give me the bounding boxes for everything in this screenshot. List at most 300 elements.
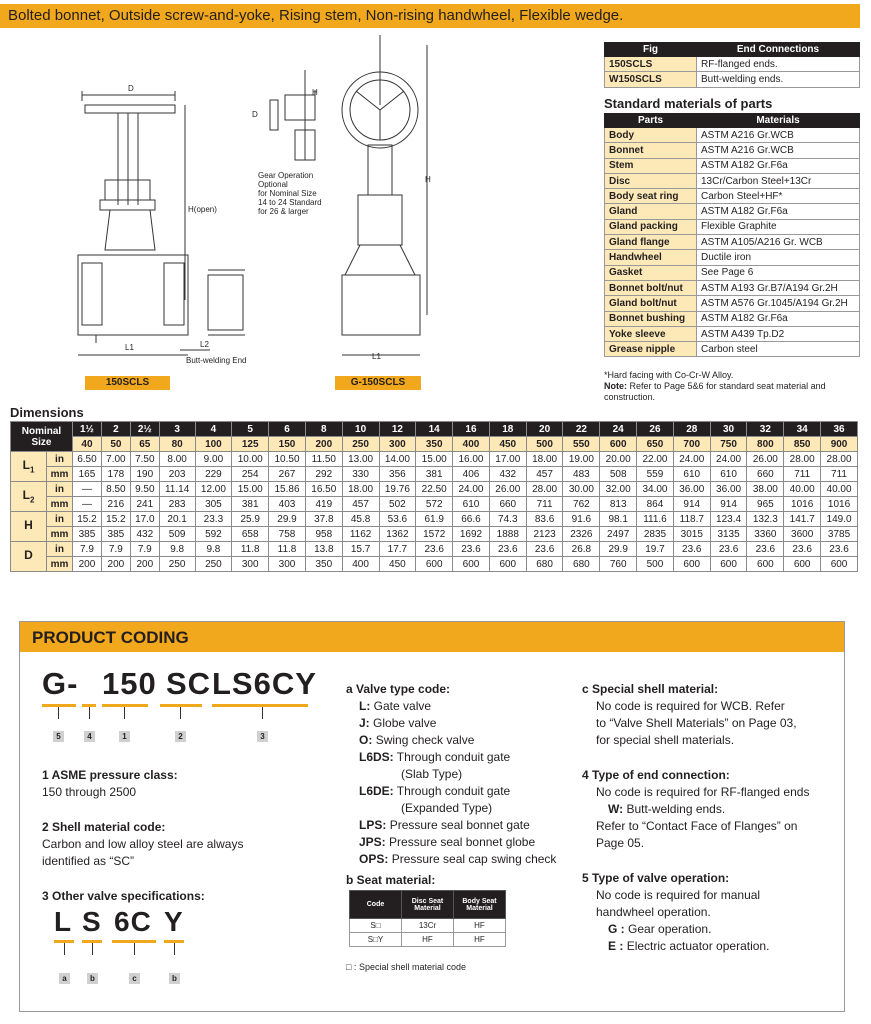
size-mm: 300 — [379, 437, 416, 452]
dim-value-mm: 381 — [416, 467, 453, 482]
nominal-size-label: Nominal Size — [11, 422, 73, 452]
dim-value-mm: 592 — [195, 527, 232, 542]
dim-value-in: 9.50 — [130, 482, 159, 497]
dim-value-mm: 241 — [130, 497, 159, 512]
material-cell: See Page 6 — [697, 265, 860, 280]
dim-value-in: 7.9 — [101, 542, 130, 557]
size-in: 18 — [489, 422, 526, 437]
gear-note-line: for 26 & larger — [258, 207, 309, 216]
dim-value-mm: 762 — [563, 497, 600, 512]
dim-value-mm: 3015 — [673, 527, 710, 542]
dim-value-mm: 406 — [453, 467, 490, 482]
seat-code: S□ — [350, 919, 402, 933]
material-row — [605, 250, 860, 265]
s5-e: E : — [608, 939, 624, 953]
col-header: Code — [350, 891, 402, 919]
dim-value-mm: 711 — [784, 467, 821, 482]
dim-value-mm: 216 — [101, 497, 130, 512]
dim-value-in: 12.00 — [195, 482, 232, 497]
part-cell: Gasket — [605, 265, 697, 280]
dim-value-in: 37.8 — [305, 512, 342, 527]
dim-value-in: 17.7 — [379, 542, 416, 557]
material-cell: ASTM A216 Gr.WCB — [697, 143, 860, 158]
dim-value-in: 7.9 — [130, 542, 159, 557]
dim-value-mm: 203 — [159, 467, 195, 482]
dim-value-in: 98.1 — [600, 512, 637, 527]
c-text: No code is required for WCB. Refer — [596, 699, 785, 713]
seat-note — [604, 381, 866, 403]
valve-desc: Pressure seal bonnet globe — [389, 835, 536, 849]
s4-text2: Refer to “Contact Face of Flanges” on — [596, 819, 798, 833]
part-cell: Bonnet bushing — [605, 311, 697, 326]
dim-row-in — [11, 512, 858, 527]
s2-title: 2 Shell material code: — [42, 820, 166, 834]
size-in-row — [11, 422, 858, 437]
dim-symbol — [11, 452, 47, 482]
spec-part-6c: 6C — [114, 906, 152, 937]
size-in: 1½ — [73, 422, 102, 437]
dim-value-in: 23.6 — [710, 542, 747, 557]
dim-value-in: 24.00 — [673, 452, 710, 467]
dim-value-mm: 356 — [379, 467, 416, 482]
tick — [64, 943, 65, 955]
dim-value-mm: 610 — [710, 467, 747, 482]
dim-value-mm: 385 — [101, 527, 130, 542]
dim-value-in: 19.00 — [563, 452, 600, 467]
material-row — [605, 189, 860, 204]
material-cell: ASTM A182 Gr.F6a — [697, 204, 860, 219]
dim-value-mm: 914 — [673, 497, 710, 512]
dim-value-in: 32.00 — [600, 482, 637, 497]
dim-value-mm: 403 — [269, 497, 306, 512]
material-row — [605, 173, 860, 188]
dim-value-mm: 680 — [563, 557, 600, 572]
material-row — [605, 204, 860, 219]
dim-value-in: 40.00 — [784, 482, 821, 497]
underline-5 — [42, 704, 76, 707]
size-in: 30 — [710, 422, 747, 437]
s5-text: handwheel operation. — [596, 905, 711, 919]
col-header: Materials — [697, 114, 860, 128]
part-cell: Grease nipple — [605, 342, 697, 357]
size-mm: 400 — [453, 437, 490, 452]
material-cell: ASTM A439 Tp.D2 — [697, 326, 860, 341]
dim-value-mm: 292 — [305, 467, 342, 482]
seat-note: □ : Special shell material code — [346, 962, 466, 972]
dim-value-mm: 330 — [342, 467, 379, 482]
unit-mm: mm — [47, 497, 73, 512]
dim-value-in: 6.50 — [73, 452, 102, 467]
unit-mm: mm — [47, 467, 73, 482]
dim-value-mm: 758 — [269, 527, 306, 542]
part-cell: Body — [605, 128, 697, 143]
tick — [124, 707, 125, 719]
dim-value-in: 28.00 — [526, 482, 563, 497]
end-cell: RF-flanged ends. — [697, 57, 860, 72]
gear-valve-drawing — [342, 35, 427, 355]
material-cell: Ductile iron — [697, 250, 860, 265]
dim-value-mm: 190 — [130, 467, 159, 482]
material-row — [605, 296, 860, 311]
dim-value-mm: 229 — [195, 467, 232, 482]
disc-seat: 13Cr — [402, 919, 454, 933]
mid-d-label: D — [252, 110, 258, 119]
dim-value-in: 16.50 — [305, 482, 342, 497]
sym-letter: H — [24, 518, 33, 533]
material-row — [605, 265, 860, 280]
size-mm: 900 — [821, 437, 858, 452]
part-cell: Bonnet bolt/nut — [605, 280, 697, 295]
code-part-class: 150 — [102, 666, 157, 701]
valve-code: LPS: — [359, 818, 387, 832]
spec-letter: c — [129, 973, 140, 984]
dim-value-mm: 711 — [526, 497, 563, 512]
valve-type-item — [359, 834, 556, 851]
end-connections-table — [604, 42, 860, 88]
underline-1 — [102, 704, 148, 707]
note-text: Refer to Page 5&6 for standard seat material and construction. — [604, 381, 826, 402]
dim-value-in: 22.50 — [416, 482, 453, 497]
dim-value-in: 61.9 — [416, 512, 453, 527]
s5-g: G : — [608, 922, 625, 936]
size-in: 12 — [379, 422, 416, 437]
section-c — [582, 681, 797, 749]
dim-value-in: 29.9 — [269, 512, 306, 527]
material-cell: ASTM A105/A216 Gr. WCB — [697, 235, 860, 250]
size-mm: 50 — [101, 437, 130, 452]
dim-value-mm: 200 — [101, 557, 130, 572]
size-mm: 550 — [563, 437, 600, 452]
dim-value-in: 24.00 — [710, 452, 747, 467]
s3-title: 3 Other valve specifications: — [42, 889, 205, 903]
dim-value-in: 23.6 — [821, 542, 858, 557]
body-seat: HF — [454, 919, 506, 933]
valve-type-list — [359, 698, 556, 868]
left-h-label: H(open) — [188, 205, 217, 214]
dim-row-in — [11, 482, 858, 497]
part-cell: Gland — [605, 204, 697, 219]
s1-title: 1 ASME pressure class: — [42, 768, 178, 782]
dim-value-mm: 400 — [342, 557, 379, 572]
valve-type-item — [359, 732, 556, 749]
dim-value-in: 36.00 — [673, 482, 710, 497]
section-a-title — [346, 681, 450, 698]
spec-part-l: L — [54, 906, 73, 937]
dim-value-in: 15.2 — [73, 512, 102, 527]
dim-value-in: — — [73, 482, 102, 497]
right-h-label: H — [425, 175, 431, 184]
tick — [180, 707, 181, 719]
dim-value-in: 111.6 — [637, 512, 674, 527]
dim-value-in: 29.9 — [600, 542, 637, 557]
dim-value-in: 11.14 — [159, 482, 195, 497]
s1-text: 150 through 2500 — [42, 785, 137, 799]
sym-letter: L — [22, 458, 30, 473]
dim-value-in: 10.00 — [232, 452, 269, 467]
dim-value-in: 15.00 — [416, 452, 453, 467]
valve-code: L6DS: — [359, 750, 394, 764]
c-text: for special shell materials. — [596, 733, 735, 747]
unit-mm: mm — [47, 527, 73, 542]
material-cell: Carbon Steel+HF* — [697, 189, 860, 204]
dim-value-in: 38.00 — [747, 482, 784, 497]
part-cell: Gland packing — [605, 219, 697, 234]
dim-value-mm: 1362 — [379, 527, 416, 542]
dim-value-mm: 2326 — [563, 527, 600, 542]
s5-title: 5 Type of valve operation: — [582, 871, 730, 885]
dim-value-in: 9.8 — [159, 542, 195, 557]
dim-value-in: 8.00 — [159, 452, 195, 467]
dim-value-in: 45.8 — [342, 512, 379, 527]
dim-value-mm: 914 — [710, 497, 747, 512]
section-b-title — [346, 872, 435, 889]
dim-value-mm: 509 — [159, 527, 195, 542]
valve-desc: Swing check valve — [375, 733, 475, 747]
dimensions-table — [10, 421, 858, 572]
material-cell: ASTM A193 Gr.B7/A194 Gr.2H — [697, 280, 860, 295]
code-part-g: G- — [42, 666, 79, 701]
section-5 — [582, 870, 769, 955]
size-in: 20 — [526, 422, 563, 437]
dim-value-mm: 457 — [526, 467, 563, 482]
dim-value-mm: 559 — [637, 467, 674, 482]
valve-code: L6DE: — [359, 784, 394, 798]
material-cell: ASTM A182 Gr.F6a — [697, 311, 860, 326]
dim-value-mm: 200 — [130, 557, 159, 572]
valve-type-item — [359, 800, 556, 817]
material-row — [605, 342, 860, 357]
unit-in: in — [47, 482, 73, 497]
dim-row-mm — [11, 467, 858, 482]
product-coding-box — [19, 621, 845, 1012]
size-in: 3 — [159, 422, 195, 437]
gear-operator-drawing — [270, 70, 315, 160]
dim-value-in: 13.00 — [342, 452, 379, 467]
size-mm: 650 — [637, 437, 674, 452]
size-mm: 800 — [747, 437, 784, 452]
material-cell: ASTM A182 Gr.F6a — [697, 158, 860, 173]
section-2 — [42, 819, 243, 870]
size-mm: 700 — [673, 437, 710, 452]
dim-value-mm: 283 — [159, 497, 195, 512]
dim-row-mm — [11, 497, 858, 512]
sym-letter: L — [22, 488, 30, 503]
part-cell: Bonnet — [605, 143, 697, 158]
spec-part-y: Y — [164, 906, 184, 937]
dim-value-in: 8.50 — [101, 482, 130, 497]
b-title: b Seat material: — [346, 873, 436, 887]
size-mm: 125 — [232, 437, 269, 452]
dim-value-mm: 3785 — [821, 527, 858, 542]
c-text: to “Valve Shell Materials” on Page 03, — [596, 716, 797, 730]
dim-value-in: 24.00 — [453, 482, 490, 497]
unit-mm: mm — [47, 557, 73, 572]
dim-value-mm: 385 — [73, 527, 102, 542]
dim-value-in: 23.6 — [416, 542, 453, 557]
dim-value-in: 40.00 — [821, 482, 858, 497]
spec-part-s: S — [82, 906, 102, 937]
dim-value-in: 17.00 — [489, 452, 526, 467]
valve-type-item — [359, 766, 556, 783]
size-in: 14 — [416, 422, 453, 437]
size-in: 8 — [305, 422, 342, 437]
dim-value-in: 15.00 — [232, 482, 269, 497]
dim-value-mm: 600 — [453, 557, 490, 572]
size-in: 2½ — [130, 422, 159, 437]
dim-value-mm: 1016 — [784, 497, 821, 512]
material-cell: 13Cr/Carbon Steel+13Cr — [697, 173, 860, 188]
size-mm: 150 — [269, 437, 306, 452]
dim-value-in: 15.86 — [269, 482, 306, 497]
seat-material-table — [349, 890, 506, 947]
valve-code: O: — [359, 733, 373, 747]
size-in: 2 — [101, 422, 130, 437]
dim-value-in: 141.7 — [784, 512, 821, 527]
size-mm: 450 — [489, 437, 526, 452]
a-title: a Valve type code: — [346, 682, 451, 696]
material-row — [605, 219, 860, 234]
dim-value-mm: 600 — [747, 557, 784, 572]
dim-value-mm: 381 — [232, 497, 269, 512]
valve-code: JPS: — [359, 835, 386, 849]
dim-value-mm: 502 — [379, 497, 416, 512]
s5-e-text: Electric actuator operation. — [626, 939, 770, 953]
dim-value-mm: 1572 — [416, 527, 453, 542]
tick — [262, 707, 263, 719]
part-cell: Handwheel — [605, 250, 697, 265]
valve-type-item — [359, 715, 556, 732]
size-in: 10 — [342, 422, 379, 437]
material-cell: ASTM A216 Gr.WCB — [697, 128, 860, 143]
dim-value-mm: 680 — [526, 557, 563, 572]
dim-value-in: 26.00 — [747, 452, 784, 467]
valve-code: OPS: — [359, 852, 389, 866]
size-mm: 850 — [784, 437, 821, 452]
spec-letter: b — [87, 973, 98, 984]
dim-value-mm: 1162 — [342, 527, 379, 542]
material-row — [605, 143, 860, 158]
materials-heading: Standard materials of parts — [604, 96, 773, 111]
dim-value-mm: 457 — [342, 497, 379, 512]
fig-cell: 150SCLS — [605, 57, 697, 72]
dim-value-in: 23.6 — [489, 542, 526, 557]
dim-value-in: 10.50 — [269, 452, 306, 467]
dim-value-in: 36.00 — [710, 482, 747, 497]
section-1 — [42, 767, 178, 801]
part-cell: Yoke sleeve — [605, 326, 697, 341]
dim-value-mm: 250 — [159, 557, 195, 572]
body-seat: HF — [454, 933, 506, 947]
dim-value-mm: 600 — [710, 557, 747, 572]
disc-seat: HF — [402, 933, 454, 947]
dim-value-mm: 3135 — [710, 527, 747, 542]
dim-row-mm — [11, 527, 858, 542]
size-mm: 600 — [600, 437, 637, 452]
dim-value-in: 15.7 — [342, 542, 379, 557]
s4-w-text: Butt-welding ends. — [626, 802, 726, 816]
dim-value-mm: 178 — [101, 467, 130, 482]
dim-value-mm: 1888 — [489, 527, 526, 542]
sym-sub: 1 — [29, 465, 35, 475]
dim-value-mm: 2497 — [600, 527, 637, 542]
dim-row-mm — [11, 557, 858, 572]
note-label: Note: — [604, 381, 627, 391]
hard-facing-note: *Hard facing with Co-Cr-W Alloy. — [604, 370, 734, 380]
material-row — [605, 128, 860, 143]
s4-text2: Page 05. — [596, 836, 645, 850]
dim-value-in: 123.4 — [710, 512, 747, 527]
valve-desc: Through conduit gate — [396, 784, 511, 798]
gear-note-line: Gear Operation — [258, 171, 314, 180]
material-cell: ASTM A576 Gr.1045/A194 Gr.2H — [697, 296, 860, 311]
c-title: c Special shell material: — [582, 682, 719, 696]
valve-desc: (Slab Type) — [401, 767, 463, 781]
tick — [134, 943, 135, 955]
dim-value-in: 18.00 — [342, 482, 379, 497]
part-cell: Disc — [605, 173, 697, 188]
dim-value-in: 13.8 — [305, 542, 342, 557]
size-in: 22 — [563, 422, 600, 437]
dim-value-mm: 610 — [673, 467, 710, 482]
dim-value-mm: 267 — [269, 467, 306, 482]
code-num: 5 — [53, 731, 64, 742]
size-in: 16 — [453, 422, 490, 437]
size-in: 36 — [821, 422, 858, 437]
size-mm: 250 — [342, 437, 379, 452]
size-in: 6 — [269, 422, 306, 437]
page-title: Bolted bonnet, Outside screw-and-yoke, Rising stem, Non-rising handwheel, Flexible wedge. — [8, 7, 624, 24]
s5-text: No code is required for manual — [596, 888, 761, 902]
gear-note-line: Optional — [258, 180, 288, 189]
s4-title: 4 Type of end connection: — [582, 768, 730, 782]
dim-value-in: 9.00 — [195, 452, 232, 467]
dim-value-mm: 3600 — [784, 527, 821, 542]
dim-value-in: 15.2 — [101, 512, 130, 527]
tick — [174, 943, 175, 955]
dim-value-mm: 200 — [73, 557, 102, 572]
dim-value-in: 7.50 — [130, 452, 159, 467]
s5-g-text: Gear operation. — [628, 922, 712, 936]
s2-text: identified as “SC” — [42, 854, 135, 868]
dim-value-mm: 250 — [195, 557, 232, 572]
dim-value-mm: 660 — [747, 467, 784, 482]
left-d-label: D — [128, 84, 134, 93]
material-row — [605, 158, 860, 173]
dim-value-in: 17.0 — [130, 512, 159, 527]
material-row — [605, 326, 860, 341]
code-num: 2 — [175, 731, 186, 742]
size-in: 26 — [637, 422, 674, 437]
size-mm: 100 — [195, 437, 232, 452]
dim-value-mm: 813 — [600, 497, 637, 512]
valve-drawings — [60, 35, 440, 395]
dim-value-mm: 600 — [821, 557, 858, 572]
material-row — [605, 311, 860, 326]
unit-in: in — [47, 542, 73, 557]
size-in: 28 — [673, 422, 710, 437]
dim-value-mm: 572 — [416, 497, 453, 512]
dim-value-in: 118.7 — [673, 512, 710, 527]
dim-value-mm: 958 — [305, 527, 342, 542]
size-in: 24 — [600, 422, 637, 437]
dim-value-in: 26.8 — [563, 542, 600, 557]
code-num: 4 — [84, 731, 95, 742]
seat-code: S□Y — [350, 933, 402, 947]
dim-value-mm: 1692 — [453, 527, 490, 542]
dim-value-mm: — — [73, 497, 102, 512]
size-in: 5 — [232, 422, 269, 437]
materials-table — [604, 113, 860, 357]
